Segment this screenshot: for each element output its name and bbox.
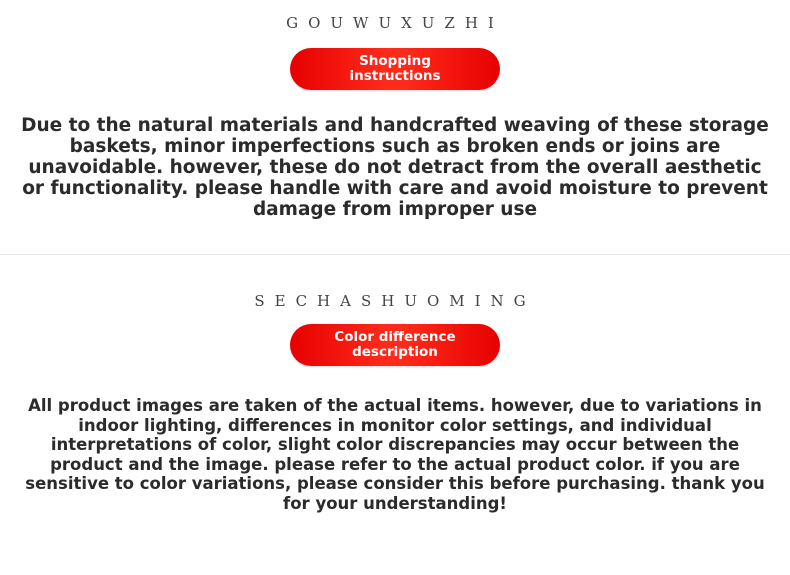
shopping-pinyin-title: GOUWUXUZHI — [286, 14, 504, 32]
color-pinyin-title: SECHASHUOMING — [254, 292, 536, 310]
section-divider — [0, 254, 790, 255]
color-difference-text: All product images are taken of the actual items. however, due to variations in indoor lighting, differences in monitor color settings, and individual interpretations of color, slight color discrepancies may occur between the product and the image. please refer to the actual product color. if you are sensitive to color variations, please consider this before purchasing. thank you for your understanding! — [25, 396, 765, 513]
color-difference-pill — [290, 324, 500, 366]
shopping-instructions-pill — [290, 48, 500, 90]
shopping-instructions-banner — [0, 48, 790, 90]
color-difference-label: Color difference description — [334, 329, 456, 360]
shopping-instructions-label: Shopping instructions — [349, 53, 441, 84]
shopping-instructions-text: Due to the natural materials and handcrafted weaving of these storage baskets, minor imperfections such as broken ends or joins are unavoidable. however, these do not detract from the overall aesthetic or functionality. please handle with care and avoid moisture to prevent damage from improper use — [21, 115, 769, 220]
color-difference-banner — [0, 324, 790, 366]
